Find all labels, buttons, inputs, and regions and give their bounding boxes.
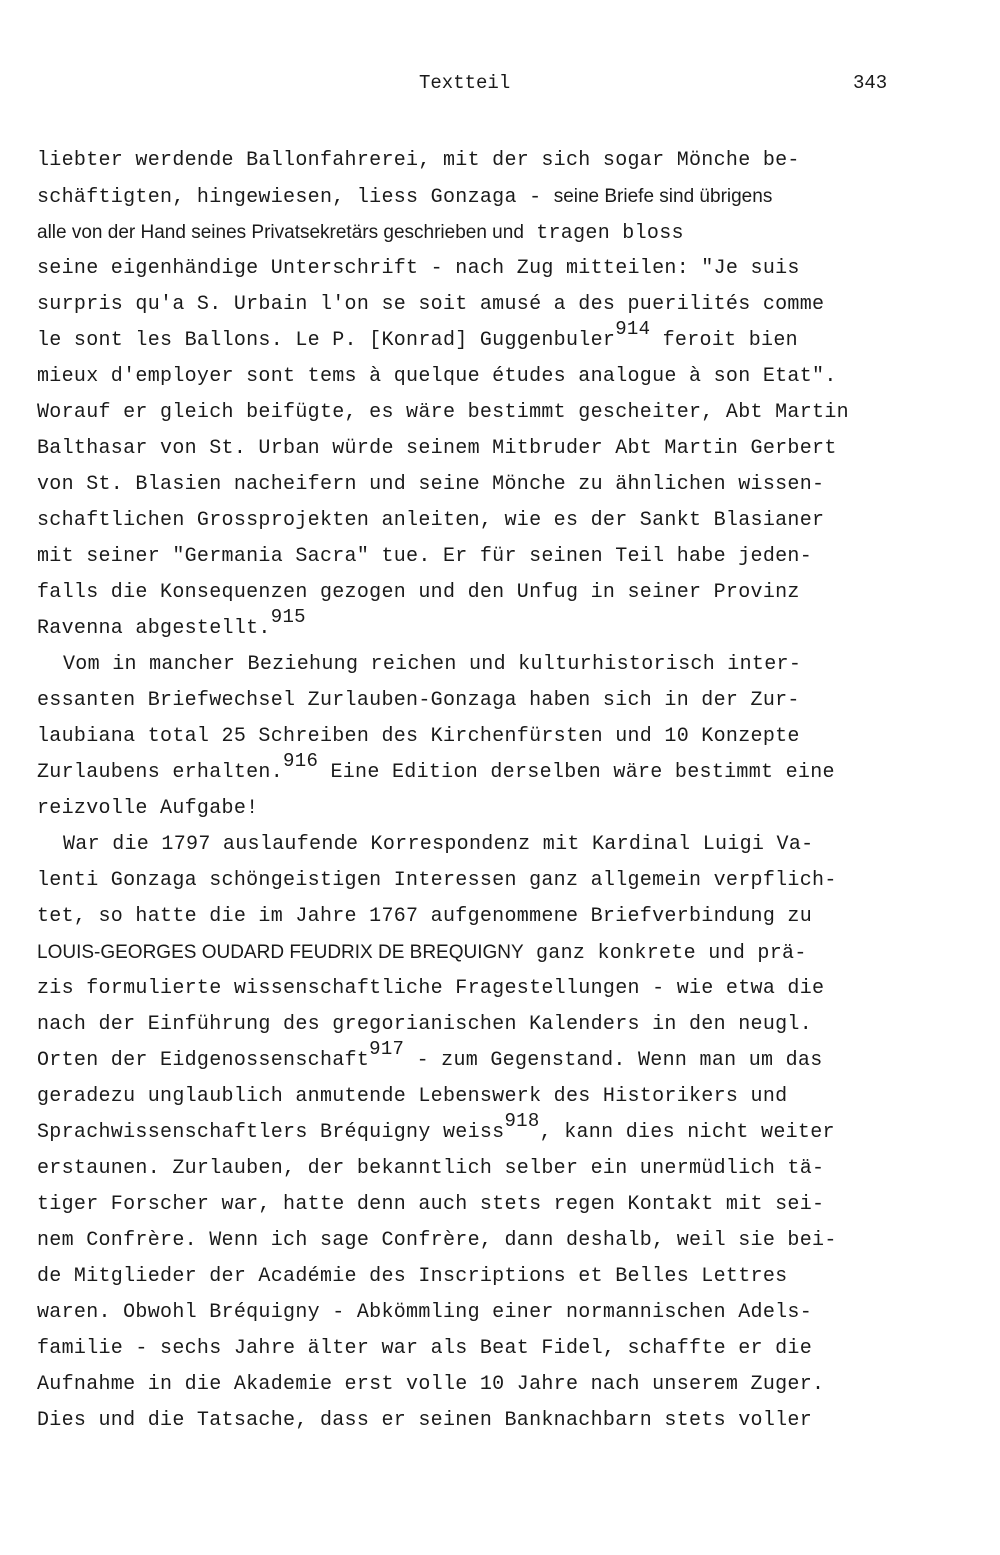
line-text: reizvolle Aufgabe! — [37, 797, 259, 820]
line-text: Ravenna abgestellt. — [37, 617, 271, 640]
text-line — [37, 1007, 937, 1043]
text-line — [37, 791, 937, 827]
line-text: Sprachwissenschaftlers Bréquigny weiss — [37, 1121, 505, 1144]
line-text: - zum Gegenstand. Wenn man um das — [404, 1049, 823, 1072]
line-text: surpris qu'a S. Urbain l'on se soit amusé a des puerilités comme — [37, 293, 825, 316]
line-text-proportional: seine Briefe sind übrigens — [553, 186, 773, 207]
text-line — [37, 683, 937, 719]
text-line — [37, 935, 937, 971]
line-text: von St. Blasien nacheifern und seine Mönche zu ähnlichen wissen- — [37, 473, 825, 496]
footnote-ref-915[interactable]: 915 — [270, 606, 306, 628]
text-line — [37, 215, 937, 251]
line-text: mieux d'employer sont tems à quelque études analogue à son Etat". — [37, 365, 837, 388]
footnote-ref-918[interactable]: 918 — [504, 1110, 540, 1132]
line-text: feroit bien — [650, 329, 798, 352]
text-line — [37, 1367, 937, 1403]
text-line — [37, 287, 937, 323]
text-line — [37, 606, 937, 647]
line-text: Orten der Eidgenossenschaft — [37, 1049, 370, 1072]
page-number: 343 — [853, 72, 888, 94]
line-text: geradezu unglaublich anmutende Lebenswerk des Historikers und — [37, 1085, 788, 1108]
text-line — [37, 1223, 937, 1259]
line-text: de Mitglieder der Académie des Inscriptions et Belles Lettres — [37, 1265, 788, 1288]
line-text: tiger Forscher war, hatte denn auch stets regen Kontakt mit sei- — [37, 1193, 825, 1216]
text-line — [37, 1295, 937, 1331]
line-text: liebter werdende Ballonfahrerei, mit der sich sogar Mönche be- — [37, 149, 800, 172]
text-line — [37, 467, 937, 503]
text-line — [37, 1403, 937, 1439]
text-line — [37, 359, 937, 395]
line-text: familie - sechs Jahre älter war als Beat Fidel, schaffte er die — [37, 1337, 813, 1360]
text-line — [37, 719, 937, 755]
line-text: zis formulierte wissenschaftliche Fragestellungen - wie etwa die — [37, 977, 825, 1000]
line-text: erstaunen. Zurlauben, der bekanntlich selber ein unermüdlich tä- — [37, 1157, 825, 1180]
footnote-ref-914[interactable]: 914 — [615, 318, 651, 340]
footnote-ref-916[interactable]: 916 — [283, 750, 319, 772]
line-text: laubiana total 25 Schreiben des Kirchenfürsten und 10 Konzepte — [37, 725, 800, 748]
line-text: nem Confrère. Wenn ich sage Confrère, dann deshalb, weil sie bei- — [37, 1229, 837, 1252]
body-text — [37, 143, 937, 1439]
line-text: schäftigten, hingewiesen, liess Gonzaga - — [37, 186, 554, 209]
line-text: Eine Edition derselben wäre bestimmt eine — [318, 761, 835, 784]
line-text: War die 1797 auslaufende Korrespondenz mit Kardinal Luigi Va- — [63, 833, 814, 856]
line-text: Dies und die Tatsache, dass er seinen Banknachbarn stets voller — [37, 1409, 813, 1432]
line-text: Worauf er gleich beifügte, es wäre bestimmt gescheiter, Abt Martin — [37, 401, 849, 424]
text-line — [37, 395, 937, 431]
text-line — [37, 575, 937, 611]
line-text: lenti Gonzaga schöngeistigen Interessen ganz allgemein verpflich- — [37, 869, 837, 892]
line-text: le sont les Ballons. Le P. [Konrad] Guggenbuler — [37, 329, 616, 352]
text-line — [37, 827, 937, 863]
line-text: mit seiner "Germania Sacra" tue. Er für seinen Teil habe jeden- — [37, 545, 813, 568]
text-line — [37, 318, 937, 359]
line-text: schaftlichen Grossprojekten anleiten, wie es der Sankt Blasianer — [37, 509, 825, 532]
line-text: tet, so hatte die im Jahre 1767 aufgenommene Briefverbindung zu — [37, 905, 813, 928]
line-text: waren. Obwohl Bréquigny - Abkömmling einer normannischen Adels- — [37, 1301, 813, 1324]
page-header — [0, 72, 1000, 100]
text-line — [37, 1187, 937, 1223]
line-text: nach der Einführung des gregorianischen Kalenders in den neugl. — [37, 1013, 813, 1036]
text-line — [37, 750, 937, 791]
text-line — [37, 1259, 937, 1295]
text-line — [37, 1331, 937, 1367]
text-line — [37, 971, 937, 1007]
line-text: ganz konkrete und prä- — [523, 942, 807, 965]
line-text-proportional: LOUIS-GEORGES OUDARD FEUDRIX DE BREQUIGNY — [37, 942, 524, 963]
text-line — [37, 431, 937, 467]
text-line — [37, 251, 937, 287]
line-text: , kann dies nicht weiter — [539, 1121, 835, 1144]
line-text-proportional: alle von der Hand seines Privatsekretärs geschrieben und — [37, 222, 524, 243]
text-line — [37, 899, 937, 935]
text-line — [37, 1151, 937, 1187]
text-line — [37, 1079, 937, 1115]
text-line — [37, 179, 937, 215]
line-text: essanten Briefwechsel Zurlauben-Gonzaga haben sich in der Zur- — [37, 689, 800, 712]
line-text: Vom in mancher Beziehung reichen und kulturhistorisch inter- — [63, 653, 802, 676]
text-line — [37, 539, 937, 575]
line-text: tragen bloss — [523, 222, 684, 245]
line-text: Aufnahme in die Akademie erst volle 10 Jahre nach unserem Zuger. — [37, 1373, 825, 1396]
text-line — [37, 1038, 937, 1079]
line-text: Balthasar von St. Urban würde seinem Mitbruder Abt Martin Gerbert — [37, 437, 837, 460]
text-line — [37, 503, 937, 539]
running-head-title: Textteil — [419, 72, 511, 94]
text-line — [37, 863, 937, 899]
text-line — [37, 1110, 937, 1151]
line-text: falls die Konsequenzen gezogen und den Unfug in seiner Provinz — [37, 581, 800, 604]
text-line — [37, 143, 937, 179]
text-line — [37, 647, 937, 683]
line-text: seine eigenhändige Unterschrift - nach Zug mitteilen: "Je suis — [37, 257, 800, 280]
line-text: Zurlaubens erhalten. — [37, 761, 284, 784]
footnote-ref-917[interactable]: 917 — [369, 1038, 405, 1060]
